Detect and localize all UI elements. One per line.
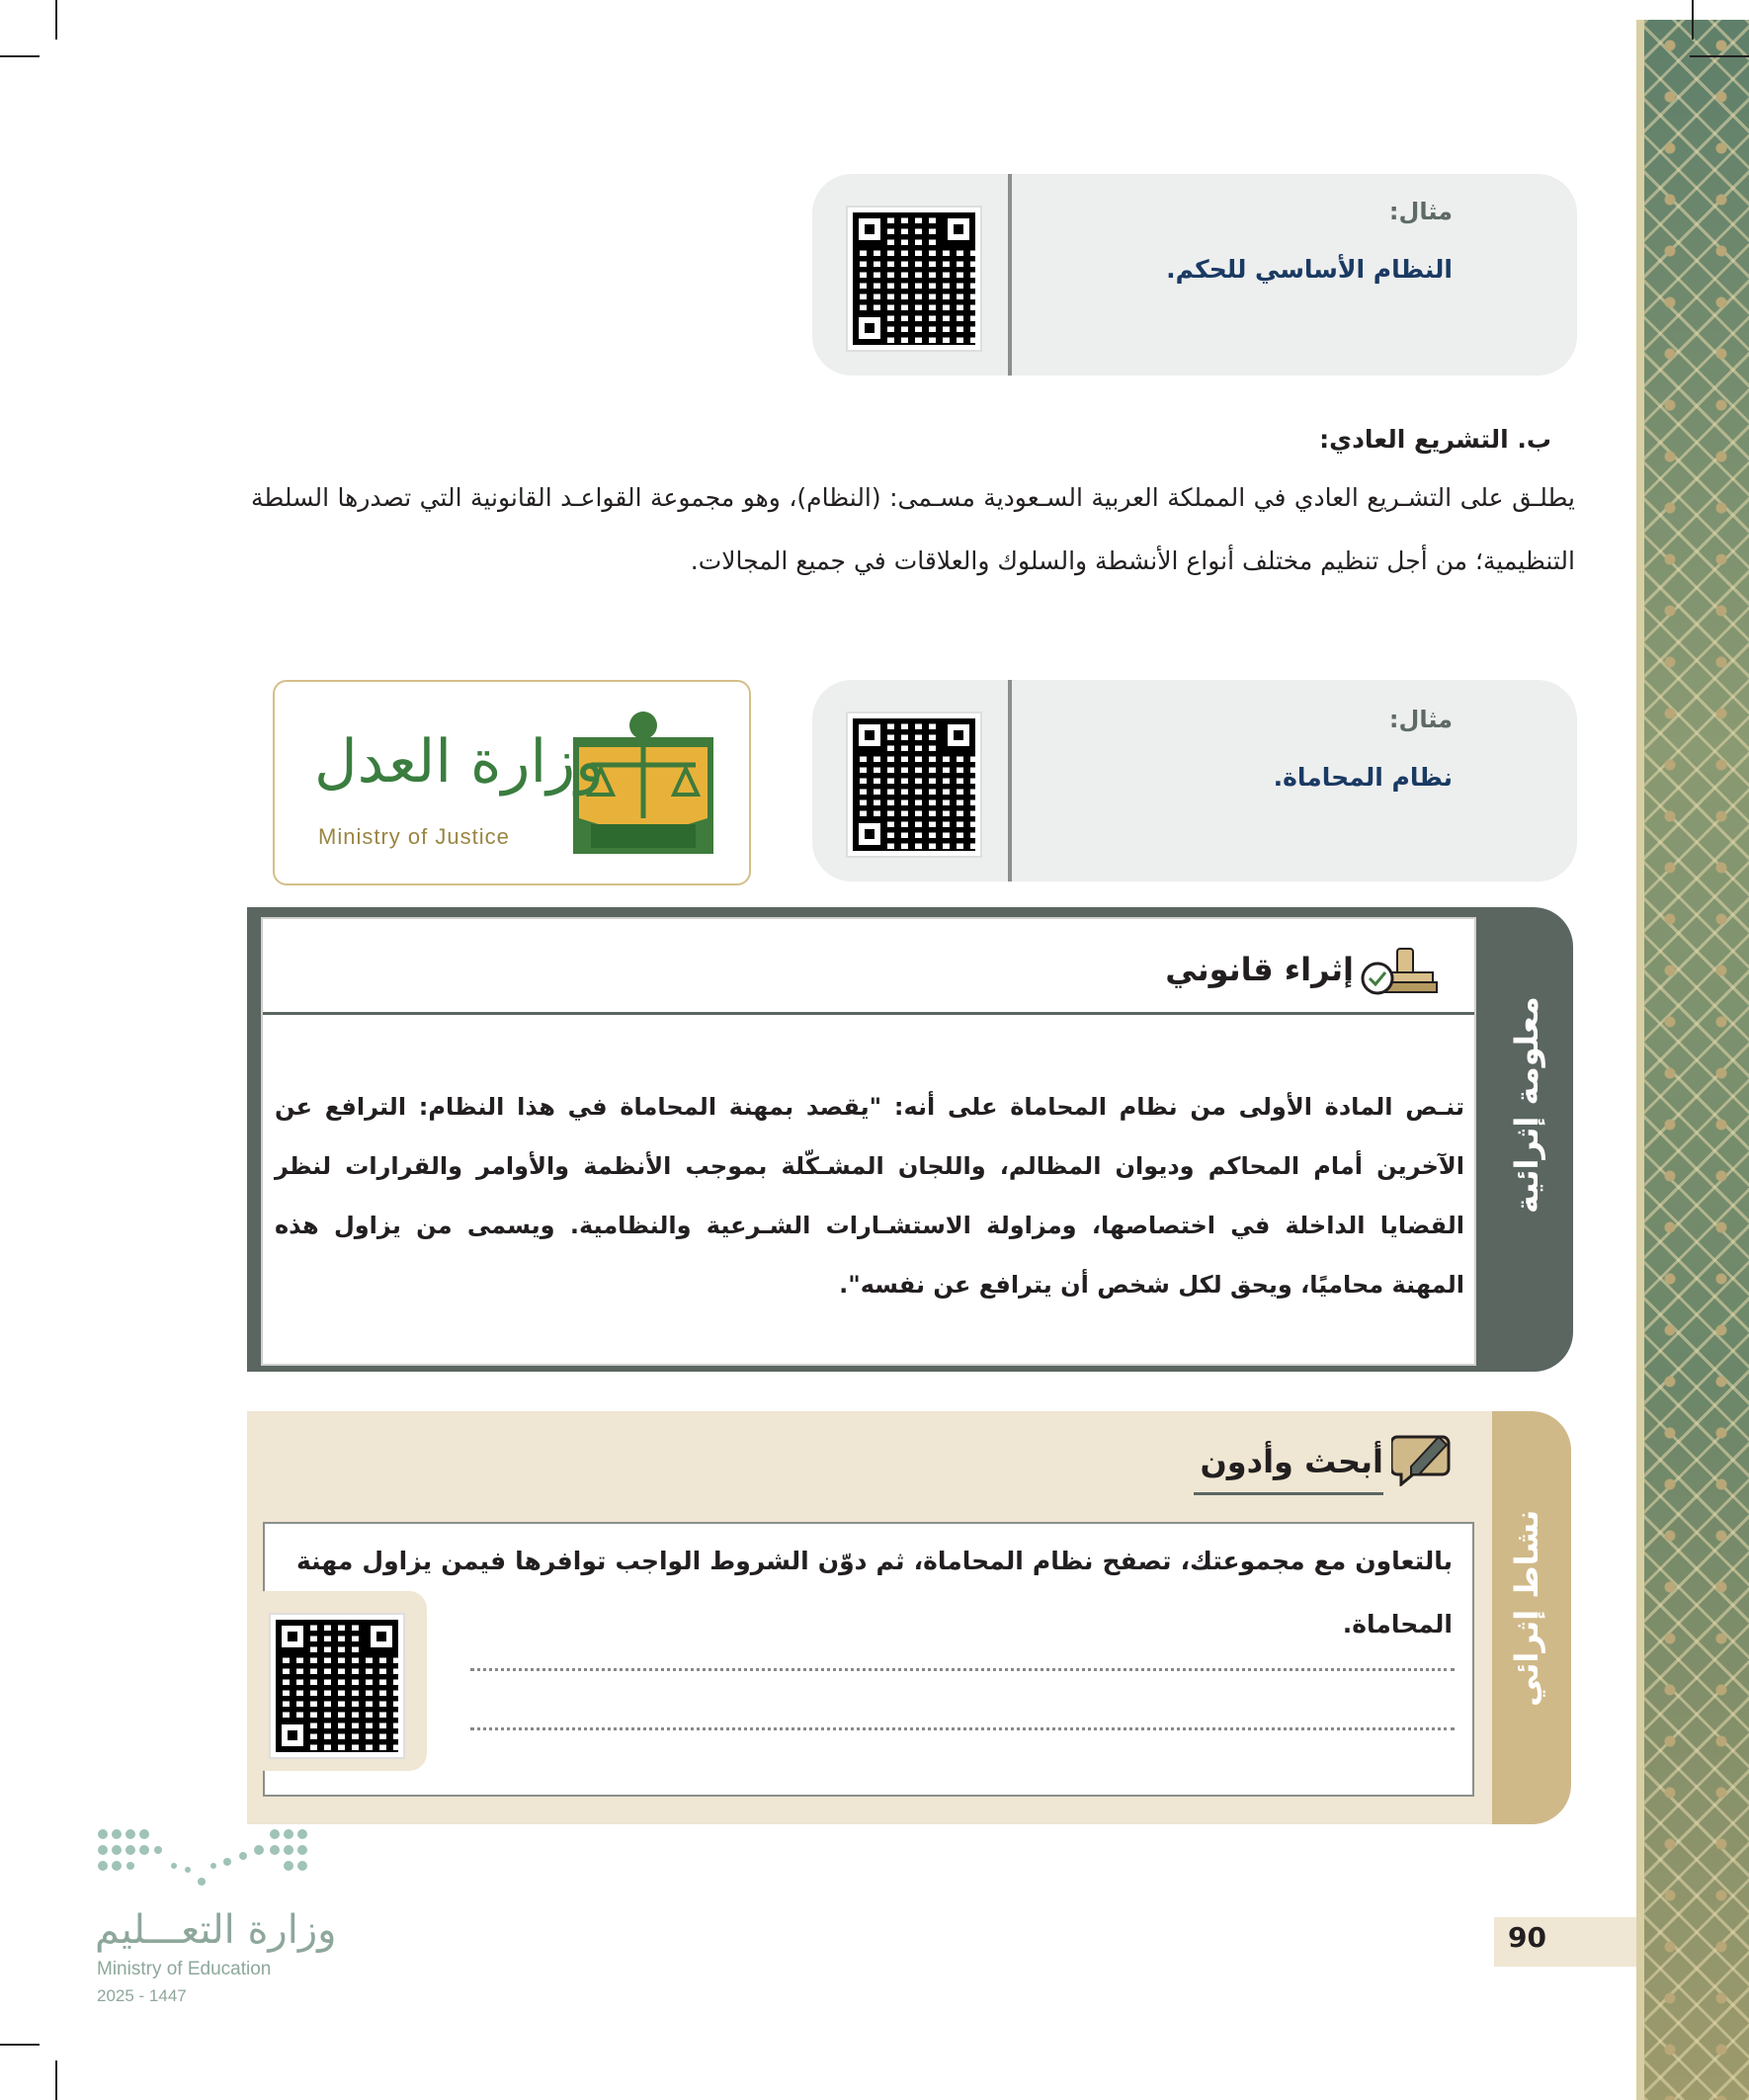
- crop-mark: [0, 55, 40, 57]
- activity-instructions: بالتعاون مع مجموعتك، تصفح نظام المحاماة، ثم دوّن الشروط الواجب توافرها فيمن يزاول مهنة المحاماة.: [296, 1547, 1453, 1638]
- stamp-check-icon: [1360, 947, 1439, 996]
- activity-title-underline: [1194, 1492, 1383, 1495]
- crop-mark: [1692, 0, 1694, 40]
- enrichment-body: تنـص المادة الأولى من نظام المحاماة على أنه: "يقصد بمهنة المحاماة في هذا النظام: الترافع عن الآخرين أمام المحاكم وديوان المظالم، واللجان المشـكّلة بموجب الأنظمة والأوامر والقرارات لنظر القضايا الداخلة في اختصاصها، ومزاولة الاستشـارات الشـرعية والنظامية. ويسمى من يزاول هذه المهنة محاميًا، ويحق لكل شخص أن يترافع عن نفسه".: [275, 1093, 1464, 1299]
- ministry-of-justice-logo: [273, 680, 751, 885]
- crop-mark: [0, 2044, 40, 2046]
- pen-speech-icon: [1391, 1427, 1457, 1486]
- moe-year: 2025 - 1447: [97, 1986, 187, 2005]
- answer-line[interactable]: [470, 1727, 1455, 1730]
- example-text: النظام الأساسي للحكم.: [1166, 255, 1453, 284]
- crop-mark: [55, 0, 57, 40]
- moj-arabic-name: وزارة العدل: [314, 727, 605, 797]
- example-divider: [1008, 174, 1012, 376]
- answer-line[interactable]: [470, 1668, 1455, 1671]
- crop-mark: [1690, 55, 1749, 57]
- example-label: مثال:: [1388, 706, 1453, 733]
- activity-side-tab: [1492, 1411, 1571, 1824]
- example-divider: [1008, 680, 1012, 882]
- section-heading: ب. التشريع العادي:: [1319, 425, 1551, 454]
- decorative-pattern-band: [1644, 20, 1749, 2100]
- crop-mark: [55, 2060, 57, 2100]
- qr-code-icon[interactable]: [269, 1613, 405, 1759]
- band-edge: [1636, 20, 1644, 2100]
- moe-english-name: Ministry of Education: [97, 1959, 272, 1979]
- qr-code-icon[interactable]: [846, 712, 982, 858]
- moj-english-name: Ministry of Justice: [318, 824, 510, 849]
- activity-side-label: نشاط إثرائي: [1508, 1510, 1545, 1708]
- example-text: نظام المحاماة.: [1273, 763, 1453, 792]
- enrichment-side-label: معلومة إثرائية: [1508, 996, 1545, 1214]
- enrichment-title: إثراء قانوني: [1165, 951, 1354, 988]
- activity-title: أبحث وأدون: [1200, 1443, 1383, 1480]
- moe-arabic-name: وزارة التعـــليم: [95, 1907, 337, 1953]
- example-label: مثال:: [1388, 198, 1453, 225]
- qr-code-icon[interactable]: [846, 206, 982, 352]
- page-number: 90: [1508, 1921, 1546, 1954]
- enrichment-side-tab: [1490, 907, 1573, 1372]
- moe-dots-logo-icon: [95, 1826, 312, 1895]
- section-paragraph: يطلـق على التشـريع العادي في المملكة العربية السـعودية مسـمى: (النظام)، وهو مجموعة القواعـد القانونية التي تصدرها السلطة التنظيمية؛ من أجل تنظيم مختلف أنواع الأنشطة والسلوك والعلاقات في جميع المجالات.: [251, 483, 1575, 575]
